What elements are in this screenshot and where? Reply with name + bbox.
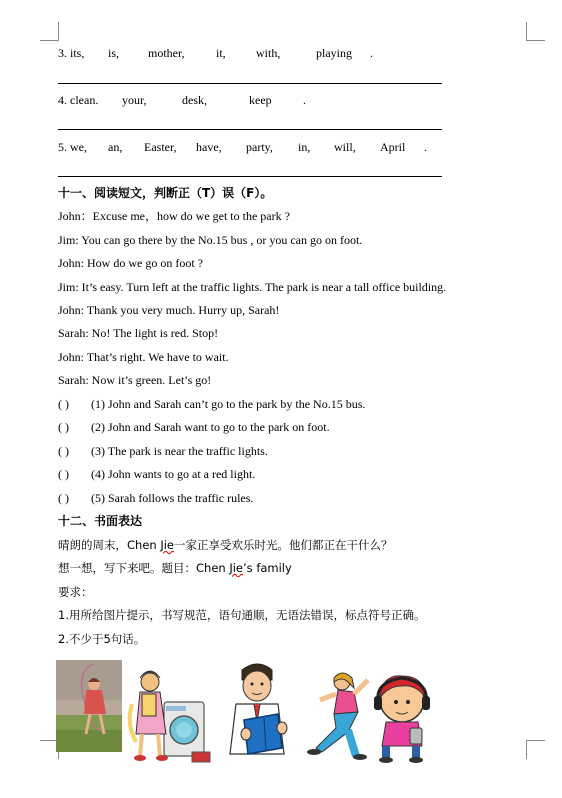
requirements-label: 要求： <box>58 585 93 599</box>
section-12-heading: 十二、书面表达 <box>58 514 143 528</box>
prompt-text: 一家正享受欢乐时光。他们都正在干什么？ <box>174 538 393 552</box>
dialogue-line: Sarah: Now it’s green. Let’s go! <box>58 373 212 387</box>
answer-paren[interactable]: ( ) <box>58 491 69 505</box>
word: . <box>370 46 373 60</box>
answer-paren[interactable]: ( ) <box>58 420 69 434</box>
writing-prompt-line-1 <box>58 537 393 553</box>
question-text: (2) John and Sarah want to go to the park on foot. <box>91 420 330 434</box>
question-1 <box>58 396 365 412</box>
answer-paren[interactable]: ( ) <box>58 467 69 481</box>
question-text: (4) John wants to go at a red light. <box>91 467 256 481</box>
word: Easter, <box>144 140 177 154</box>
word: keep <box>249 93 272 107</box>
girl-jumping-rope-picture <box>56 660 122 752</box>
word: is, <box>108 46 120 60</box>
word: an, <box>108 140 123 154</box>
word-row-4 <box>58 93 448 109</box>
dialogue-line: John: That’s right. We have to wait. <box>58 350 229 364</box>
dialogue-line: John：Excuse me，how do we get to the park ? <box>58 209 290 223</box>
answer-line <box>58 176 442 177</box>
requirement-2: 2.不少于5句话。 <box>58 632 146 646</box>
section-11-heading: 十一、阅读短文，判断正（T）误（F）。 <box>58 186 273 200</box>
word: 3. its, <box>58 46 85 60</box>
word: in, <box>298 140 311 154</box>
spellcheck-word: Jie <box>229 561 244 575</box>
girl-exercising-picture <box>302 668 372 760</box>
word: desk, <box>182 93 207 107</box>
dialogue-line: Jim: You can go there by the No.15 bus , or you can go on foot. <box>58 233 363 247</box>
question-text: (3) The park is near the traffic lights. <box>91 444 268 458</box>
spellcheck-word: Jie <box>160 538 175 552</box>
mother-laundry-picture <box>126 664 218 764</box>
answer-line <box>58 83 442 84</box>
answer-paren[interactable]: ( ) <box>58 444 69 458</box>
word: mother, <box>148 46 185 60</box>
word: party, <box>246 140 273 154</box>
prompt-text: 想一想，写下来吧。题目：Chen <box>58 561 230 575</box>
word: have, <box>196 140 222 154</box>
word: it, <box>216 46 226 60</box>
word: 5. we, <box>58 140 87 154</box>
dialogue-line: John: How do we go on foot ? <box>58 256 203 270</box>
word: . <box>424 140 427 154</box>
word: your, <box>122 93 147 107</box>
answer-paren[interactable]: ( ) <box>58 397 69 411</box>
word-row-5 <box>58 140 448 156</box>
crop-mark-bottom-right <box>526 740 545 759</box>
dialogue-line: John: Thank you very much. Hurry up, Sarah! <box>58 303 280 317</box>
crop-mark-top-left <box>40 22 59 41</box>
father-reading-picture <box>222 662 300 758</box>
question-4 <box>58 466 255 482</box>
writing-prompt-line-2 <box>58 560 292 576</box>
word: with, <box>256 46 281 60</box>
word-row-3 <box>58 46 448 62</box>
dialogue-line: Sarah: No! The light is red. Stop! <box>58 326 219 340</box>
word: . <box>303 93 306 107</box>
question-5 <box>58 490 253 506</box>
prompt-text: 晴朗的周末，Chen <box>58 538 161 552</box>
requirement-1: 1.用所给图片提示，书写规范，语句通顺，无语法错误，标点符号正确。 <box>58 608 426 622</box>
word: playing <box>316 46 352 60</box>
word: 4. clean. <box>58 93 99 107</box>
question-3 <box>58 443 268 459</box>
question-2 <box>58 419 330 435</box>
boy-music-picture <box>372 672 436 764</box>
answer-line <box>58 129 442 130</box>
crop-mark-top-right <box>526 22 545 41</box>
question-text: (5) Sarah follows the traffic rules. <box>91 491 254 505</box>
word: April <box>380 140 406 154</box>
question-text: (1) John and Sarah can’t go to the park by the No.15 bus. <box>91 397 366 411</box>
dialogue-line: Jim: It’s easy. Turn left at the traffic lights. The park is near a tall office building. <box>58 280 447 294</box>
word: will, <box>334 140 356 154</box>
prompt-text: ’s family <box>243 561 292 575</box>
